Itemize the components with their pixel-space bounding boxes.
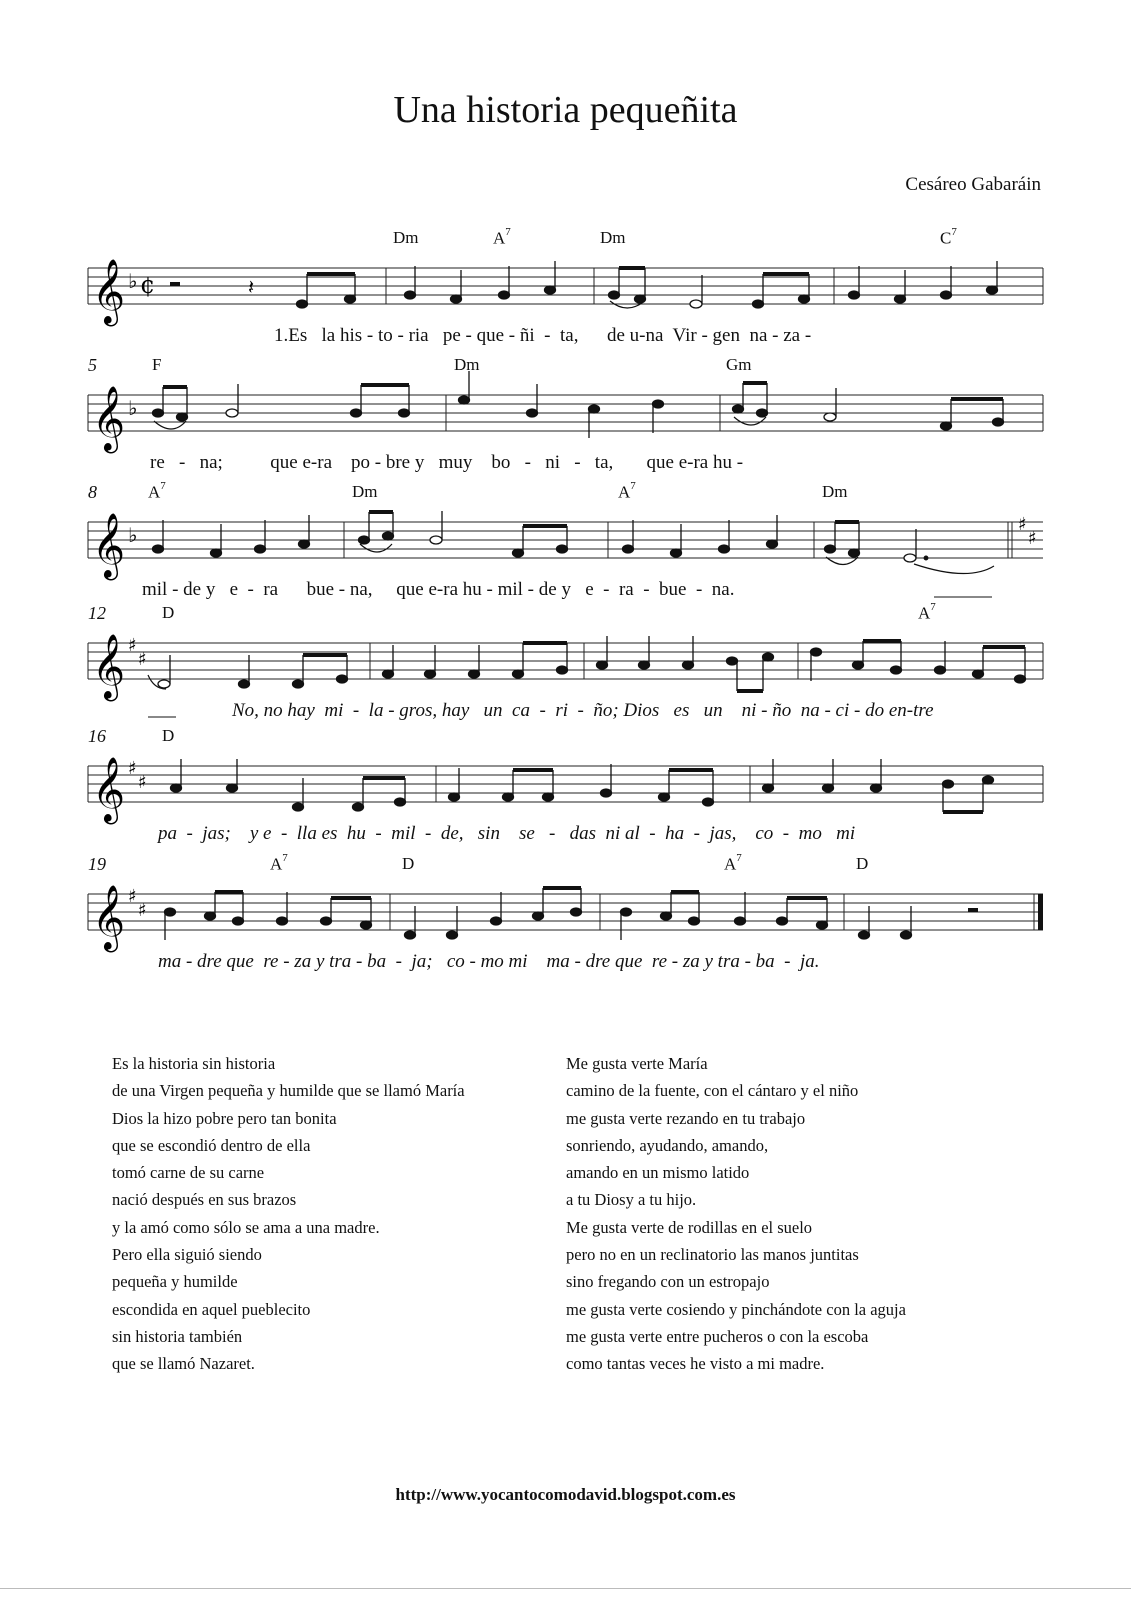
verse-line: escondida en aquel pueblecito xyxy=(112,1299,311,1319)
chord: Gm xyxy=(726,355,752,374)
verse-line: como tantas veces he visto a mi madre. xyxy=(566,1354,825,1374)
verse-right xyxy=(566,1050,906,1378)
chord: Dm xyxy=(822,482,848,501)
verse-line: pero no en un reclinatorio las manos juntitas xyxy=(566,1245,859,1265)
sharp-icon: ♯ xyxy=(138,649,147,670)
flat-icon: ♭ xyxy=(128,523,138,547)
treble-clef-icon: 𝄞 xyxy=(92,513,126,578)
staff-system-1: Dm $A^7$ Dm $C^7$ 𝄞 ♭ ¢ 𝄽 1.Es la his - to - ria pe - que - ñi - ta, de u-na Vir - gen na - za - xyxy=(88,228,1044,356)
verse-line: y la amó como sólo se ama a una madre. xyxy=(112,1217,380,1237)
chord: Dm xyxy=(393,228,419,247)
final-barline xyxy=(1038,894,1043,930)
cut-time-icon: ¢ xyxy=(140,271,156,299)
staff-4 xyxy=(88,603,1044,703)
chord: $A^7$ xyxy=(918,601,936,623)
melisma-line xyxy=(934,595,994,599)
treble-clef-icon: 𝄞 xyxy=(92,757,126,822)
chord: D xyxy=(402,854,415,873)
chord: F xyxy=(152,355,162,374)
page-edge-divider xyxy=(0,1588,1131,1589)
measure-number: 19 xyxy=(88,854,106,874)
sharp-icon: ♯ xyxy=(128,758,137,779)
flat-icon: ♭ xyxy=(128,396,138,420)
staff-3 xyxy=(88,482,1044,582)
chord: D xyxy=(162,603,175,622)
footer-url[interactable]: http://www.yocantocomodavid.blogspot.com.es xyxy=(395,1485,736,1504)
treble-clef-icon: 𝄞 xyxy=(92,634,126,699)
verse-line: me gusta verte cosiendo y pinchándote con la aguja xyxy=(566,1299,906,1319)
verse-line: camino de la fuente, con el cántaro y el niño xyxy=(566,1081,859,1101)
staff-2 xyxy=(88,355,1044,455)
verse-line: que se llamó Nazaret. xyxy=(112,1354,255,1374)
verse-line: me gusta verte rezando en tu trabajo xyxy=(566,1108,806,1128)
verse-line: sino fregando con un estropajo xyxy=(566,1272,770,1292)
staff-system-2: 5 F Dm Gm 𝄞 ♭ re - na; que e-ra po - bre y muy bo - ni - ta, que e-ra hu - xyxy=(88,355,1044,483)
sharp-icon: ♯ xyxy=(1018,514,1027,535)
song-title: Una historia pequeñita xyxy=(393,89,738,131)
sharp-icon: ♯ xyxy=(128,635,137,656)
verse-left xyxy=(112,1050,465,1378)
chord: $A^7$ xyxy=(618,480,636,502)
quarter-rest-icon: 𝄽 xyxy=(248,275,255,299)
staff-system-4: 12 D $A^7$ 𝄞 ♯ ♯ No, no hay mi - la - gros, hay un ca - ri - ño; Dios es un ni - ño na - ci - do en-tre xyxy=(88,603,1044,731)
sharp-icon: ♯ xyxy=(138,900,147,921)
verse-line: que se escondió dentro de ella xyxy=(112,1135,311,1155)
verse-line: amando en un mismo latido xyxy=(566,1163,750,1183)
sharp-icon: ♯ xyxy=(1028,528,1037,549)
measure-number: 8 xyxy=(88,482,97,502)
verse-line: tomó carne de su carne xyxy=(112,1163,265,1183)
staff-system-6: 19 $A^7$ D $A^7$ D 𝄞 ♯ ♯ ma - dre que re - za y tra - ba - ja; co - mo mi ma - dre que re - za y tra - ba - ja. xyxy=(88,854,1044,982)
staff-6 xyxy=(88,854,1044,954)
verse-line: Pero ella siguió siendo xyxy=(112,1245,262,1265)
treble-clef-icon: 𝄞 xyxy=(92,386,126,451)
measure-number: 12 xyxy=(88,603,106,623)
staff-5 xyxy=(88,726,1044,826)
staff-system-3: 8 $A^7$ Dm $A^7$ Dm 𝄞 ♭ ♯ ♯ mil - de y e - ra bue - na, que e-ra hu - mil - de y e - ra - bue - na. xyxy=(88,482,1044,610)
verse-line: Dios la hizo pobre pero tan bonita xyxy=(112,1108,337,1128)
flat-icon: ♭ xyxy=(128,269,138,293)
staff-system-5: 16 D 𝄞 ♯ ♯ pa - jas; y e - lla es hu - mil - de, sin se - das ni al - ha - jas, co - mo mi xyxy=(88,726,1044,854)
verse-line: Me gusta verte María xyxy=(566,1054,708,1073)
verse-line: Es la historia sin historia xyxy=(112,1054,276,1073)
chord: Dm xyxy=(352,482,378,501)
measure-number: 16 xyxy=(88,726,106,746)
treble-clef-icon: 𝄞 xyxy=(92,885,126,950)
chord: Dm xyxy=(454,355,480,374)
chord: $C^7$ xyxy=(940,226,957,248)
half-rest-icon xyxy=(968,908,978,912)
chord: $A^7$ xyxy=(148,480,166,502)
verse-line: pequeña y humilde xyxy=(112,1272,238,1292)
verse-line: sonriendo, ayudando, amando, xyxy=(566,1135,769,1155)
composer: Cesáreo Gabaráin xyxy=(905,174,1041,195)
verse-line: sin historia también xyxy=(112,1326,243,1346)
melisma-line xyxy=(148,715,178,719)
chord: $A^7$ xyxy=(493,226,511,248)
chord: $A^7$ xyxy=(270,852,288,874)
chord: D xyxy=(162,726,175,745)
chord: Dm xyxy=(600,228,626,247)
chord: $A^7$ xyxy=(724,852,742,874)
verse-line: me gusta verte entre pucheros o con la escoba xyxy=(566,1326,869,1346)
verse-line: nació después en sus brazos xyxy=(112,1190,297,1210)
staff-1 xyxy=(88,228,1044,328)
sharp-icon: ♯ xyxy=(138,772,147,793)
measure-number: 5 xyxy=(88,355,97,375)
sharp-icon: ♯ xyxy=(128,886,137,907)
verse-line: de una Virgen pequeña y humilde que se llamó María xyxy=(112,1081,465,1101)
verse-line: Me gusta verte de rodillas en el suelo xyxy=(566,1217,813,1237)
treble-clef-icon: 𝄞 xyxy=(92,259,126,324)
half-rest-icon xyxy=(170,282,180,286)
chord: D xyxy=(856,854,869,873)
verse-line: a tu Diosy a tu hijo. xyxy=(566,1190,697,1210)
